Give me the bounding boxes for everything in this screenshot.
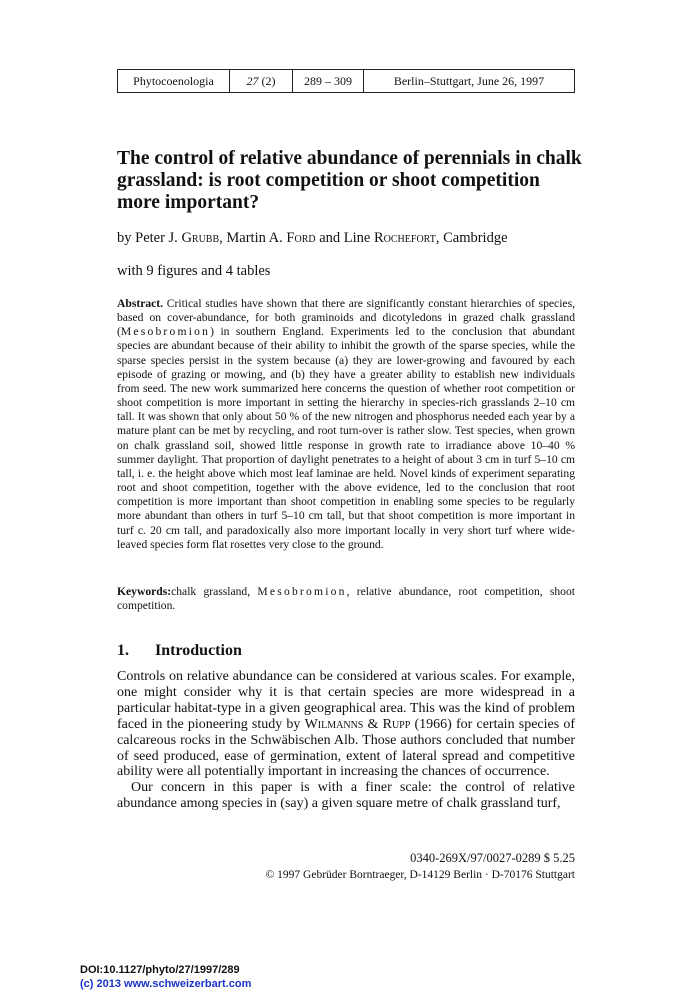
- author-prefix: by Peter J.: [117, 230, 178, 246]
- introduction-body: [117, 669, 575, 812]
- section-heading: [117, 642, 242, 660]
- keywords-text: chalk grassland,: [171, 585, 251, 598]
- keywords-text: , relative abundance, root competition, shoot competition.: [117, 585, 575, 613]
- intro-text: (1966) for certain species of calcareous rocks in the Schwäbischen Alb. Those authors concluded that number of seed produced, ease of germination, extent of lateral spread and competitive ability were all potentially important in increasing the chances of occurrence.: [117, 716, 576, 780]
- doi-line: DOI:10.1127/phyto/27/1997/289: [80, 964, 240, 976]
- volume-issue: [230, 70, 293, 93]
- volume-number: 27: [246, 73, 259, 88]
- author-rochefort: Rochefort: [373, 230, 436, 246]
- author-ford: Ford: [286, 230, 316, 246]
- issn-price: 0340-269X/97/0027-0289 $ 5.25: [410, 851, 575, 865]
- author-affiliation: , Cambridge: [435, 230, 508, 246]
- keywords-term: Mesobromion: [257, 585, 347, 598]
- author-separator: , Martin A.: [219, 230, 283, 246]
- abstract: [117, 297, 575, 552]
- copyright-line: © 1997 Gebrüder Borntraeger, D-14129 Berlin · D-70176 Stuttgart: [265, 869, 575, 881]
- intro-paragraph: [117, 669, 575, 780]
- intro-paragraph: Our concern in this paper is with a finer scale: the control of relative abundance among species in (say) a given square metre of chalk grassland turf,: [117, 780, 575, 812]
- keywords: [117, 585, 575, 613]
- section-number: 1.: [117, 642, 129, 659]
- abstract-text: ) in southern England. Experiments led to the conclusion that abundant species are abundant because of their ability to inhibit the growth of the sparse species, while the sparse species persist in the system because (a) they are lower-growing and favoured by each episode of grazing or mowing, and (b) they have a greater ability to establish new individuals from seed. The new work summarized here concerns the question of whether root competition or shoot competition is more important in setting the hierarchy in species-rich grasslands 2–10 cm tall. It was shown that only about 50 % of the new nitrogen and phosphorus needed each year by a mature plant can be met by recycling, and root turn-over is rather slow. Test species, when grown on chalk grassland soil, showed little response in growth rate to irradiance above 10–40 % summer daylight. That proportion of daylight penetrates to a height of about 3 cm in turf 5–10 cm tall, i. e. the height above which most leaf laminae are held. Novel kinds of experiment separating root and shoot competition, together with the above evidence, led to the conclusion that root competition is more important than shoot competition in enabling some species to be regularly more abundant than others in turf 5–10 cm tall, but that shoot competition is more important in turf c. 20 cm tall, and paradoxically also more important locally in very short turf where wide-leaved species form flat rosettes very close to the ground.: [117, 325, 575, 551]
- journal-name: Phytocoenologia: [118, 70, 230, 93]
- keywords-label: Keywords:: [117, 585, 172, 598]
- intro-text: Controls on relative abundance can be considered at various scales. For example, one might consider why it is that certain species are more widespread in a particular habitat-type in a given geographical area. This was the kind of problem faced in the pioneering study by: [117, 669, 575, 732]
- abstract-text: Critical studies have shown that there are significantly constant hierarchies of species, based on cover-abundance, for both graminoids and dicotyledons in grazed chalk grassland (: [117, 297, 575, 339]
- journal-header-table: [117, 69, 575, 93]
- author-line: [117, 230, 508, 247]
- paper-title: The control of relative abundance of perennials in chalk grassland: is root competition or shoot competition more important?: [117, 148, 582, 213]
- abstract-term: Mesobromion: [120, 325, 211, 339]
- author-separator: and Line: [315, 230, 371, 246]
- figures-tables-note: with 9 figures and 4 tables: [117, 263, 271, 279]
- page-range: 289 – 309: [293, 70, 364, 93]
- author-grubb: Grubb: [181, 230, 220, 246]
- intro-citation: Wilmanns & Rupp: [304, 716, 411, 732]
- abstract-label: Abstract.: [117, 297, 164, 310]
- publication-place-date: Berlin–Stuttgart, June 26, 1997: [364, 70, 575, 93]
- issue-number: (2): [261, 73, 276, 88]
- section-title: Introduction: [155, 642, 242, 659]
- publisher-link[interactable]: (c) 2013 www.schweizerbart.com: [80, 978, 252, 990]
